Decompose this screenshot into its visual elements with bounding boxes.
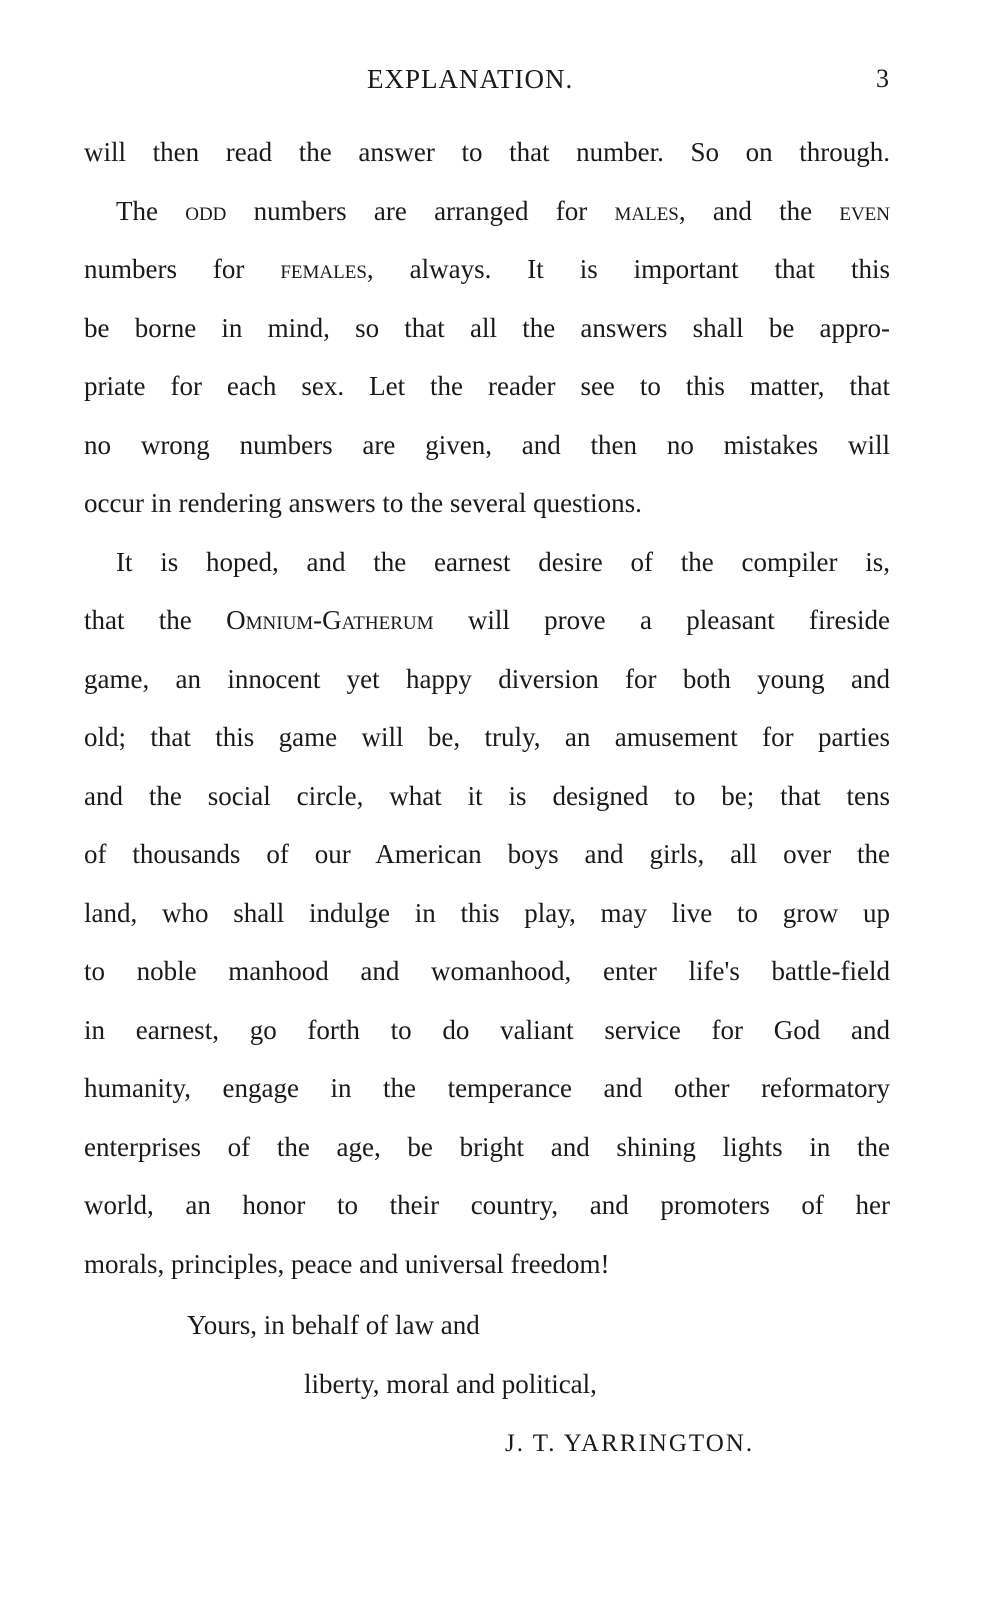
text-line: of thousands of our American boys and girls, all over the xyxy=(84,839,890,869)
text-line: that the Omnium-Gatherum will prove a pleasant fireside xyxy=(84,605,890,635)
running-head xyxy=(0,64,1001,98)
text-line: game, an innocent yet happy diversion for both young and xyxy=(84,663,890,694)
small-caps-word: odd xyxy=(185,195,227,226)
small-caps-title: Omnium-Gatherum xyxy=(226,605,434,635)
text-line: to noble manhood and womanhood, enter life's battle-field xyxy=(84,956,890,986)
closing-line: liberty, moral and political, xyxy=(304,1369,597,1399)
text-line: morals, principles, peace and universal freedom! xyxy=(84,1248,610,1279)
text-line: will then read the answer to that number. So on through. xyxy=(84,137,890,167)
text-line: no wrong numbers are given, and then no mistakes will xyxy=(84,429,890,460)
text-line: be borne in mind, so that all the answers shall be appro- xyxy=(84,312,890,343)
text-line: occur in rendering answers to the several questions. xyxy=(84,488,642,518)
text-line: and the social circle, what it is designed to be; that tens xyxy=(84,780,890,811)
body-text xyxy=(84,130,890,1300)
text-line: old; that this game will be, truly, an amusement for parties xyxy=(84,722,890,752)
small-caps-word: males xyxy=(614,195,679,226)
text-line: The odd numbers are arranged for males, and the even xyxy=(116,195,890,226)
text-line: world, an honor to their country, and promoters of her xyxy=(84,1190,890,1220)
text-line: land, who shall indulge in this play, may live to grow up xyxy=(84,897,890,928)
text-line: in earnest, go forth to do valiant service for God and xyxy=(84,1014,890,1045)
text-line: It is hoped, and the earnest desire of the compiler is, xyxy=(116,546,890,577)
text-line: enterprises of the age, be bright and shining lights in the xyxy=(84,1131,890,1162)
text-line: numbers for females, always. It is important that this xyxy=(84,254,890,284)
small-caps-word: even xyxy=(839,195,890,226)
text-line: priate for each sex. Let the reader see to this matter, that xyxy=(84,371,890,401)
small-caps-word: females xyxy=(280,254,367,284)
page-number: 3 xyxy=(876,64,889,93)
author-signature: J. T. YARRINGTON. xyxy=(505,1430,755,1457)
closing-line: Yours, in behalf of law and xyxy=(187,1310,480,1340)
text-line: humanity, engage in the temperance and other reformatory xyxy=(84,1073,890,1103)
running-title: EXPLANATION. xyxy=(367,64,574,94)
